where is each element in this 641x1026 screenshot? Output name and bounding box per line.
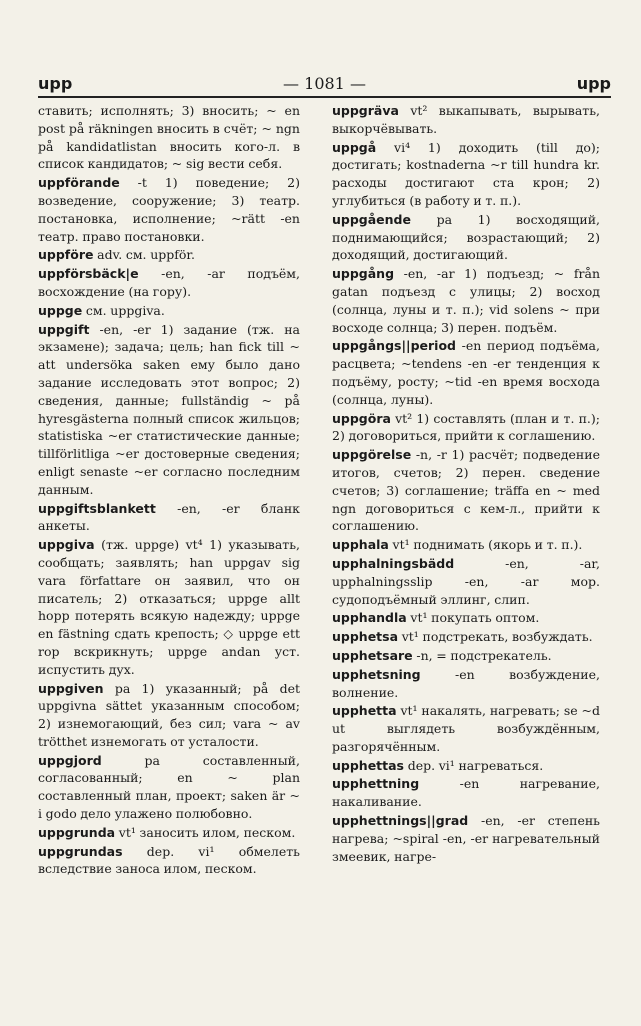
dictionary-entry xyxy=(332,446,600,535)
entry-headword: uppgift xyxy=(38,321,90,337)
entry-headword: uppgångs||period xyxy=(332,338,457,354)
entry-headword: uppge xyxy=(38,302,83,318)
dictionary-entry xyxy=(332,139,600,210)
entry-definition: -en нагревание, накаливание. xyxy=(332,776,600,810)
dictionary-entry xyxy=(332,757,600,775)
entry-definition: (тж. uppge) vt⁴ 1) указывать, сообщать; заявлять; han uppgav sig vara författare он заявил, что он писатель; 2) отказаться; uppge allt hopp потерять всякую надежду; uppge en fästning сдать крепость; ◇ uppge ett rop вскрикнуть; uppge andan уст. испустить дух. xyxy=(38,537,300,677)
dictionary-entry xyxy=(38,752,300,823)
dictionary-entry xyxy=(332,647,600,665)
entry-headword: upphettas xyxy=(332,757,404,773)
entry-definition: vt² 1) составлять (план и т. п.); 2) договориться, прийти к соглашению. xyxy=(332,410,600,444)
left-column xyxy=(38,102,300,879)
entry-headword: uppförande xyxy=(38,175,120,191)
entry-headword: upphetsare xyxy=(332,647,413,663)
entry-definition: vt¹ подстрекать, возбуждать. xyxy=(401,629,593,645)
entry-headword: upphetsning xyxy=(332,666,421,682)
entry-definition: -en, -er 1) задание (тж. на экзамене); задача; цель; han fick till ~ att undersöka saken ему было дано задание исследовать этот вопрос; 2) сведения, данные; fullständig ~ på hyresgästerna полный список жильцов; statistiska ~er статистические данные; tillförlitliga ~er достоверные сведения; enligt senaste ~er согласно последним данным. xyxy=(38,321,300,497)
entry-headword: upphettnings||grad xyxy=(332,813,469,829)
entry-definition: pa 1) указанный; på det uppgivna sättet указанным способом; 2) изнемогающий, без сил; vara ~ av trötthet изнемогать от усталости. xyxy=(38,680,300,749)
dictionary-entry xyxy=(332,812,600,865)
dictionary-entry xyxy=(332,410,600,446)
dictionary-entry xyxy=(38,102,300,173)
entry-headword: uppgrundas xyxy=(38,843,123,859)
entry-headword: upphetsa xyxy=(332,629,399,645)
entry-definition: dep. vi¹ нагреваться. xyxy=(407,757,544,773)
entry-headword: uppgång xyxy=(332,266,395,282)
entry-headword: uppförsbäck|e xyxy=(38,266,139,282)
dictionary-entry xyxy=(38,500,300,536)
entry-headword: upphetta xyxy=(332,703,397,719)
entry-headword: upphalningsbädd xyxy=(332,555,455,571)
entry-definition: -en, -ar, upphalningsslip -en, -ar мор. судоподъёмный эллинг, слип. xyxy=(332,555,600,607)
entry-definition: pa составленный, согласованный; en ~ plan составленный план, проект; saken är ~ i godo дело улажено полюбовно. xyxy=(38,752,300,822)
dictionary-entry xyxy=(38,246,300,264)
dictionary-entry xyxy=(332,337,600,408)
dictionary-entry xyxy=(332,536,600,554)
entry-headword: uppgiftsblankett xyxy=(38,500,156,516)
entry-headword: uppgiven xyxy=(38,680,104,696)
page-number: — 1081 — xyxy=(283,74,366,93)
dictionary-entry xyxy=(38,174,300,245)
dictionary-entry xyxy=(332,702,600,755)
entry-definition: vi⁴ 1) доходить (till до); достигать; kostnaderna ~r till hundra kr. расходы достигают ста крон; 2) углубиться (в работу и т. п.). xyxy=(332,139,600,208)
left-running-headword: upp xyxy=(38,74,73,93)
entry-headword: uppföre xyxy=(38,247,94,263)
entry-headword: uppgörelse xyxy=(332,447,412,463)
entry-definition: vt² выкапывать, вырывать, выкорчёвывать. xyxy=(332,103,600,136)
dictionary-entry xyxy=(332,628,600,646)
entry-definition: vt¹ покупать оптом. xyxy=(410,610,540,626)
dictionary-entry xyxy=(332,102,600,138)
dictionary-entry xyxy=(38,321,300,499)
entry-definition: vt¹ поднимать (якорь и т. п.). xyxy=(392,537,583,553)
entry-headword: uppgrunda xyxy=(38,824,116,840)
entry-definition: vt¹ накалять, нагревать; se ~d ut выглядеть возбуждённым, разгорячённым. xyxy=(332,703,600,754)
dictionary-entry xyxy=(332,555,600,608)
entry-headword: uppgjord xyxy=(38,752,102,768)
dictionary-entry xyxy=(332,666,600,702)
dictionary-entry xyxy=(332,211,600,264)
entry-definition: см. uppgiva. xyxy=(85,302,165,318)
entry-definition: -en, -ar подъём, восхождение (на гору). xyxy=(38,266,300,299)
right-running-headword: upp xyxy=(576,74,611,93)
entry-definition: -n, -r 1) расчёт; подведение итогов, счетов; 2) перен. сведение счетов; 3) соглашение; träffa en ~ med ngn договориться с кем-л., прийти к соглашению. xyxy=(332,447,600,534)
entry-definition: -n, = подстрекатель. xyxy=(416,647,552,663)
entry-definition: dep. vi¹ обмелеть вследствие заноса илом, песком. xyxy=(38,843,300,877)
dictionary-entry xyxy=(38,265,300,301)
dictionary-entry xyxy=(38,302,300,320)
dictionary-entry xyxy=(332,609,600,627)
entry-definition: adv. см. uppför. xyxy=(97,247,195,263)
right-column xyxy=(332,102,600,866)
entry-definition: vt¹ заносить илом, песком. xyxy=(118,824,296,840)
entry-headword: uppgående xyxy=(332,211,411,227)
dictionary-entry xyxy=(332,775,600,811)
entry-definition: -en период подъёма, расцвета; ~tendens -en -er тенденция к подъёму, росту; ~tid -en время восхода (солнца, луны). xyxy=(332,338,600,407)
entry-headword: upphettning xyxy=(332,776,420,792)
page-header xyxy=(38,72,611,98)
entry-headword: upphala xyxy=(332,537,389,553)
entry-definition: pa 1) восходящий, поднимающийся; возрастающий; 2) доходящий, достигающий. xyxy=(332,211,600,263)
dictionary-entry xyxy=(38,536,300,678)
entry-headword: uppgräva xyxy=(332,103,399,118)
entry-headword: upphandla xyxy=(332,610,407,626)
entry-headword: uppgå xyxy=(332,139,377,155)
dictionary-entry xyxy=(332,265,600,336)
dictionary-entry xyxy=(38,843,300,879)
dictionary-entry xyxy=(38,680,300,751)
dictionary-entry xyxy=(38,824,300,842)
entry-definition: -t 1) поведение; 2) возведение, сооружение; 3) театр. постановка, исполнение; ~rätt -en театр. право постановки. xyxy=(38,175,300,244)
entry-definition: -en, -er степень нагрева; ~spiral -en, -er нагревательный змеевик, нагре- xyxy=(332,813,600,864)
entry-definition: ставить; исполнять; 3) вносить; ~ en post på räkningen вносить в счёт; ~ ngn på kandidatlistan вносить кого-л. в список кандидатов; ~ sig вести себя. xyxy=(38,103,300,172)
entry-definition: -en, -ar 1) подъезд; ~ från gatan подъезд с улицы; 2) восход (солнца, луны и т. п.); vid solens ~ при восходе солнца; 3) перен. подъём. xyxy=(332,266,600,335)
entry-definition: -en, -er бланк анкеты. xyxy=(38,500,300,534)
entry-definition: -en возбуждение, волнение. xyxy=(332,666,600,700)
entry-headword: uppgöra xyxy=(332,410,391,426)
entry-headword: uppgiva xyxy=(38,537,95,553)
